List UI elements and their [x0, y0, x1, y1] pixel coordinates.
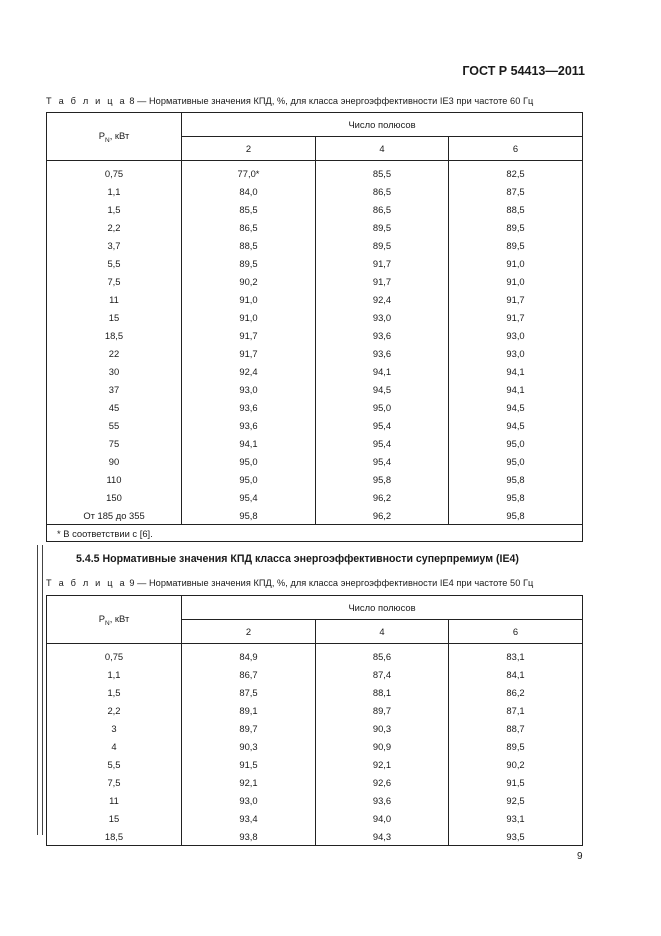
power-cell: 1,5 [47, 200, 182, 218]
poles-6-cell: 94,5 [449, 398, 583, 416]
poles-2-cell: 87,5 [182, 683, 316, 701]
poles-6-cell: 90,2 [449, 755, 583, 773]
table-row [47, 506, 583, 525]
table-row [47, 737, 583, 755]
power-cell: 110 [47, 470, 182, 488]
poles-6-cell: 91,5 [449, 773, 583, 791]
poles-2-cell: 77,0* [182, 161, 316, 183]
poles-4-cell: 95,4 [316, 434, 449, 452]
poles-6-cell: 89,5 [449, 218, 583, 236]
poles-6-cell: 95,8 [449, 488, 583, 506]
poles-2-cell: 94,1 [182, 434, 316, 452]
poles-6-cell: 93,5 [449, 827, 583, 846]
poles-4-cell: 92,6 [316, 773, 449, 791]
section-title: 5.4.5 Нормативные значения КПД класса энергоэффективности суперпремиум (IE4) [76, 553, 519, 565]
table-row [47, 398, 583, 416]
table8-caption [46, 96, 533, 106]
table8-caption-text: 8 — Нормативные значения КПД, %, для класса энергоэффективности IE3 при частоте 60 Гц [129, 96, 534, 106]
poles-2-cell: 90,3 [182, 737, 316, 755]
poles-2-cell: 95,0 [182, 470, 316, 488]
table-row [47, 470, 583, 488]
poles-2-cell: 92,4 [182, 362, 316, 380]
poles-6-cell: 91,0 [449, 254, 583, 272]
table-row [47, 218, 583, 236]
poles-2-cell: 86,7 [182, 665, 316, 683]
pn-unit: , кВт [109, 612, 130, 624]
poles-4-cell: 89,5 [316, 218, 449, 236]
poles-4-cell: 90,9 [316, 737, 449, 755]
poles-2-cell: 93,4 [182, 809, 316, 827]
poles-6-cell: 94,1 [449, 362, 583, 380]
table-8 [46, 112, 583, 542]
poles-2-cell: 93,6 [182, 416, 316, 434]
poles-2-cell: 93,0 [182, 791, 316, 809]
table-row [47, 200, 583, 218]
poles-2-cell: 91,7 [182, 344, 316, 362]
table-row [47, 326, 583, 344]
revision-bar [37, 545, 43, 835]
poles-4-cell: 89,5 [316, 236, 449, 254]
poles-2-cell: 89,7 [182, 719, 316, 737]
power-cell: 22 [47, 344, 182, 362]
table-row [47, 272, 583, 290]
poles-6-cell: 93,0 [449, 326, 583, 344]
poles-6-cell: 87,1 [449, 701, 583, 719]
table-row [47, 665, 583, 683]
poles-6-cell: 93,0 [449, 344, 583, 362]
power-cell: 15 [47, 308, 182, 326]
table-row [47, 488, 583, 506]
table-row [47, 380, 583, 398]
power-cell: 1,5 [47, 683, 182, 701]
poles-6-cell: 91,7 [449, 308, 583, 326]
power-cell: 0,75 [47, 161, 182, 183]
table-row [47, 809, 583, 827]
table9-caption-label: Т а б л и ц а [46, 578, 127, 588]
poles-4-cell: 94,0 [316, 809, 449, 827]
poles-4-cell: 91,7 [316, 254, 449, 272]
table-row [47, 683, 583, 701]
poles-2-cell: 95,4 [182, 488, 316, 506]
poles-4-cell: 88,1 [316, 683, 449, 701]
poles-6-cell: 94,1 [449, 380, 583, 398]
poles-4-cell: 93,6 [316, 344, 449, 362]
poles-6-cell: 88,7 [449, 719, 583, 737]
poles-6-cell: 91,0 [449, 272, 583, 290]
power-cell: 7,5 [47, 272, 182, 290]
table-row [47, 161, 583, 183]
poles-header: Число полюсов [182, 596, 583, 620]
table-row [47, 719, 583, 737]
table-row [47, 452, 583, 470]
poles-6-cell: 93,1 [449, 809, 583, 827]
table9-caption [46, 578, 533, 588]
poles-6-cell: 95,0 [449, 434, 583, 452]
poles-header: Число полюсов [182, 113, 583, 137]
power-cell: 30 [47, 362, 182, 380]
table-row [47, 755, 583, 773]
power-cell: 3,7 [47, 236, 182, 254]
poles-6-cell: 95,8 [449, 506, 583, 525]
poles-6-cell: 91,7 [449, 290, 583, 308]
table-row [47, 434, 583, 452]
poles-6-cell: 94,5 [449, 416, 583, 434]
power-cell: 0,75 [47, 644, 182, 666]
poles-2-cell: 95,0 [182, 452, 316, 470]
page-number: 9 [577, 851, 583, 862]
poles-2-cell: 91,0 [182, 290, 316, 308]
pn-header [47, 596, 182, 644]
poles-4-cell: 87,4 [316, 665, 449, 683]
poles-2-cell: 89,5 [182, 254, 316, 272]
poles-2-cell: 88,5 [182, 236, 316, 254]
poles-2-cell: 92,1 [182, 773, 316, 791]
poles-2-cell: 93,0 [182, 380, 316, 398]
table-row [47, 416, 583, 434]
power-cell: 45 [47, 398, 182, 416]
table-row [47, 827, 583, 846]
power-cell: 2,2 [47, 218, 182, 236]
power-cell: От 185 до 355 [47, 506, 182, 525]
poles-4-cell: 91,7 [316, 272, 449, 290]
poles-col-2: 2 [182, 620, 316, 644]
poles-2-cell: 89,1 [182, 701, 316, 719]
poles-2-cell: 85,5 [182, 200, 316, 218]
poles-4-cell: 90,3 [316, 719, 449, 737]
poles-2-cell: 91,0 [182, 308, 316, 326]
pn-symbol: P [98, 129, 105, 141]
poles-2-cell: 95,8 [182, 506, 316, 525]
poles-2-cell: 84,0 [182, 182, 316, 200]
table-row [47, 791, 583, 809]
footnote: * В соответствии с [6]. [47, 525, 583, 542]
poles-col-4: 4 [316, 137, 449, 161]
pn-header [47, 113, 182, 161]
power-cell: 11 [47, 290, 182, 308]
poles-4-cell: 85,6 [316, 644, 449, 666]
poles-col-6: 6 [449, 137, 583, 161]
power-cell: 55 [47, 416, 182, 434]
poles-2-cell: 93,6 [182, 398, 316, 416]
poles-4-cell: 93,6 [316, 791, 449, 809]
table-9 [46, 595, 583, 846]
poles-6-cell: 88,5 [449, 200, 583, 218]
power-cell: 18,5 [47, 827, 182, 846]
poles-4-cell: 96,2 [316, 488, 449, 506]
poles-4-cell: 94,3 [316, 827, 449, 846]
poles-6-cell: 95,8 [449, 470, 583, 488]
poles-6-cell: 87,5 [449, 182, 583, 200]
poles-4-cell: 94,5 [316, 380, 449, 398]
poles-6-cell: 86,2 [449, 683, 583, 701]
poles-col-2: 2 [182, 137, 316, 161]
poles-6-cell: 83,1 [449, 644, 583, 666]
poles-6-cell: 89,5 [449, 236, 583, 254]
poles-4-cell: 93,6 [316, 326, 449, 344]
poles-4-cell: 95,4 [316, 416, 449, 434]
power-cell: 1,1 [47, 182, 182, 200]
table-row [47, 362, 583, 380]
poles-6-cell: 89,5 [449, 737, 583, 755]
pn-symbol: P [98, 612, 105, 624]
power-cell: 37 [47, 380, 182, 398]
power-cell: 11 [47, 791, 182, 809]
table-row [47, 236, 583, 254]
table-row [47, 701, 583, 719]
table-row [47, 344, 583, 362]
power-cell: 150 [47, 488, 182, 506]
poles-6-cell: 82,5 [449, 161, 583, 183]
table-row [47, 308, 583, 326]
poles-2-cell: 91,5 [182, 755, 316, 773]
power-cell: 5,5 [47, 254, 182, 272]
power-cell: 5,5 [47, 755, 182, 773]
poles-4-cell: 95,4 [316, 452, 449, 470]
poles-4-cell: 92,1 [316, 755, 449, 773]
table8-caption-label: Т а б л и ц а [46, 96, 127, 106]
poles-2-cell: 90,2 [182, 272, 316, 290]
poles-6-cell: 92,5 [449, 791, 583, 809]
poles-4-cell: 95,0 [316, 398, 449, 416]
pn-subscript: N [105, 619, 110, 627]
power-cell: 4 [47, 737, 182, 755]
table-row [47, 182, 583, 200]
poles-2-cell: 91,7 [182, 326, 316, 344]
power-cell: 15 [47, 809, 182, 827]
poles-4-cell: 85,5 [316, 161, 449, 183]
poles-4-cell: 94,1 [316, 362, 449, 380]
footnote-row [47, 525, 583, 542]
poles-2-cell: 93,8 [182, 827, 316, 846]
poles-6-cell: 84,1 [449, 665, 583, 683]
poles-4-cell: 92,4 [316, 290, 449, 308]
power-cell: 1,1 [47, 665, 182, 683]
poles-2-cell: 86,5 [182, 218, 316, 236]
poles-4-cell: 86,5 [316, 200, 449, 218]
poles-4-cell: 93,0 [316, 308, 449, 326]
table-row [47, 773, 583, 791]
poles-4-cell: 89,7 [316, 701, 449, 719]
table9-caption-text: 9 — Нормативные значения КПД, %, для класса энергоэффективности IE4 при частоте 50 Гц [129, 578, 534, 588]
pn-subscript: N [105, 136, 110, 144]
power-cell: 18,5 [47, 326, 182, 344]
table-row [47, 644, 583, 666]
poles-4-cell: 95,8 [316, 470, 449, 488]
table-row [47, 254, 583, 272]
poles-4-cell: 86,5 [316, 182, 449, 200]
pn-unit: , кВт [109, 129, 130, 141]
power-cell: 3 [47, 719, 182, 737]
poles-4-cell: 96,2 [316, 506, 449, 525]
power-cell: 75 [47, 434, 182, 452]
poles-col-4: 4 [316, 620, 449, 644]
power-cell: 7,5 [47, 773, 182, 791]
power-cell: 2,2 [47, 701, 182, 719]
poles-2-cell: 84,9 [182, 644, 316, 666]
poles-col-6: 6 [449, 620, 583, 644]
power-cell: 90 [47, 452, 182, 470]
table-row [47, 290, 583, 308]
document-id: ГОСТ Р 54413—2011 [462, 64, 585, 78]
poles-6-cell: 95,0 [449, 452, 583, 470]
